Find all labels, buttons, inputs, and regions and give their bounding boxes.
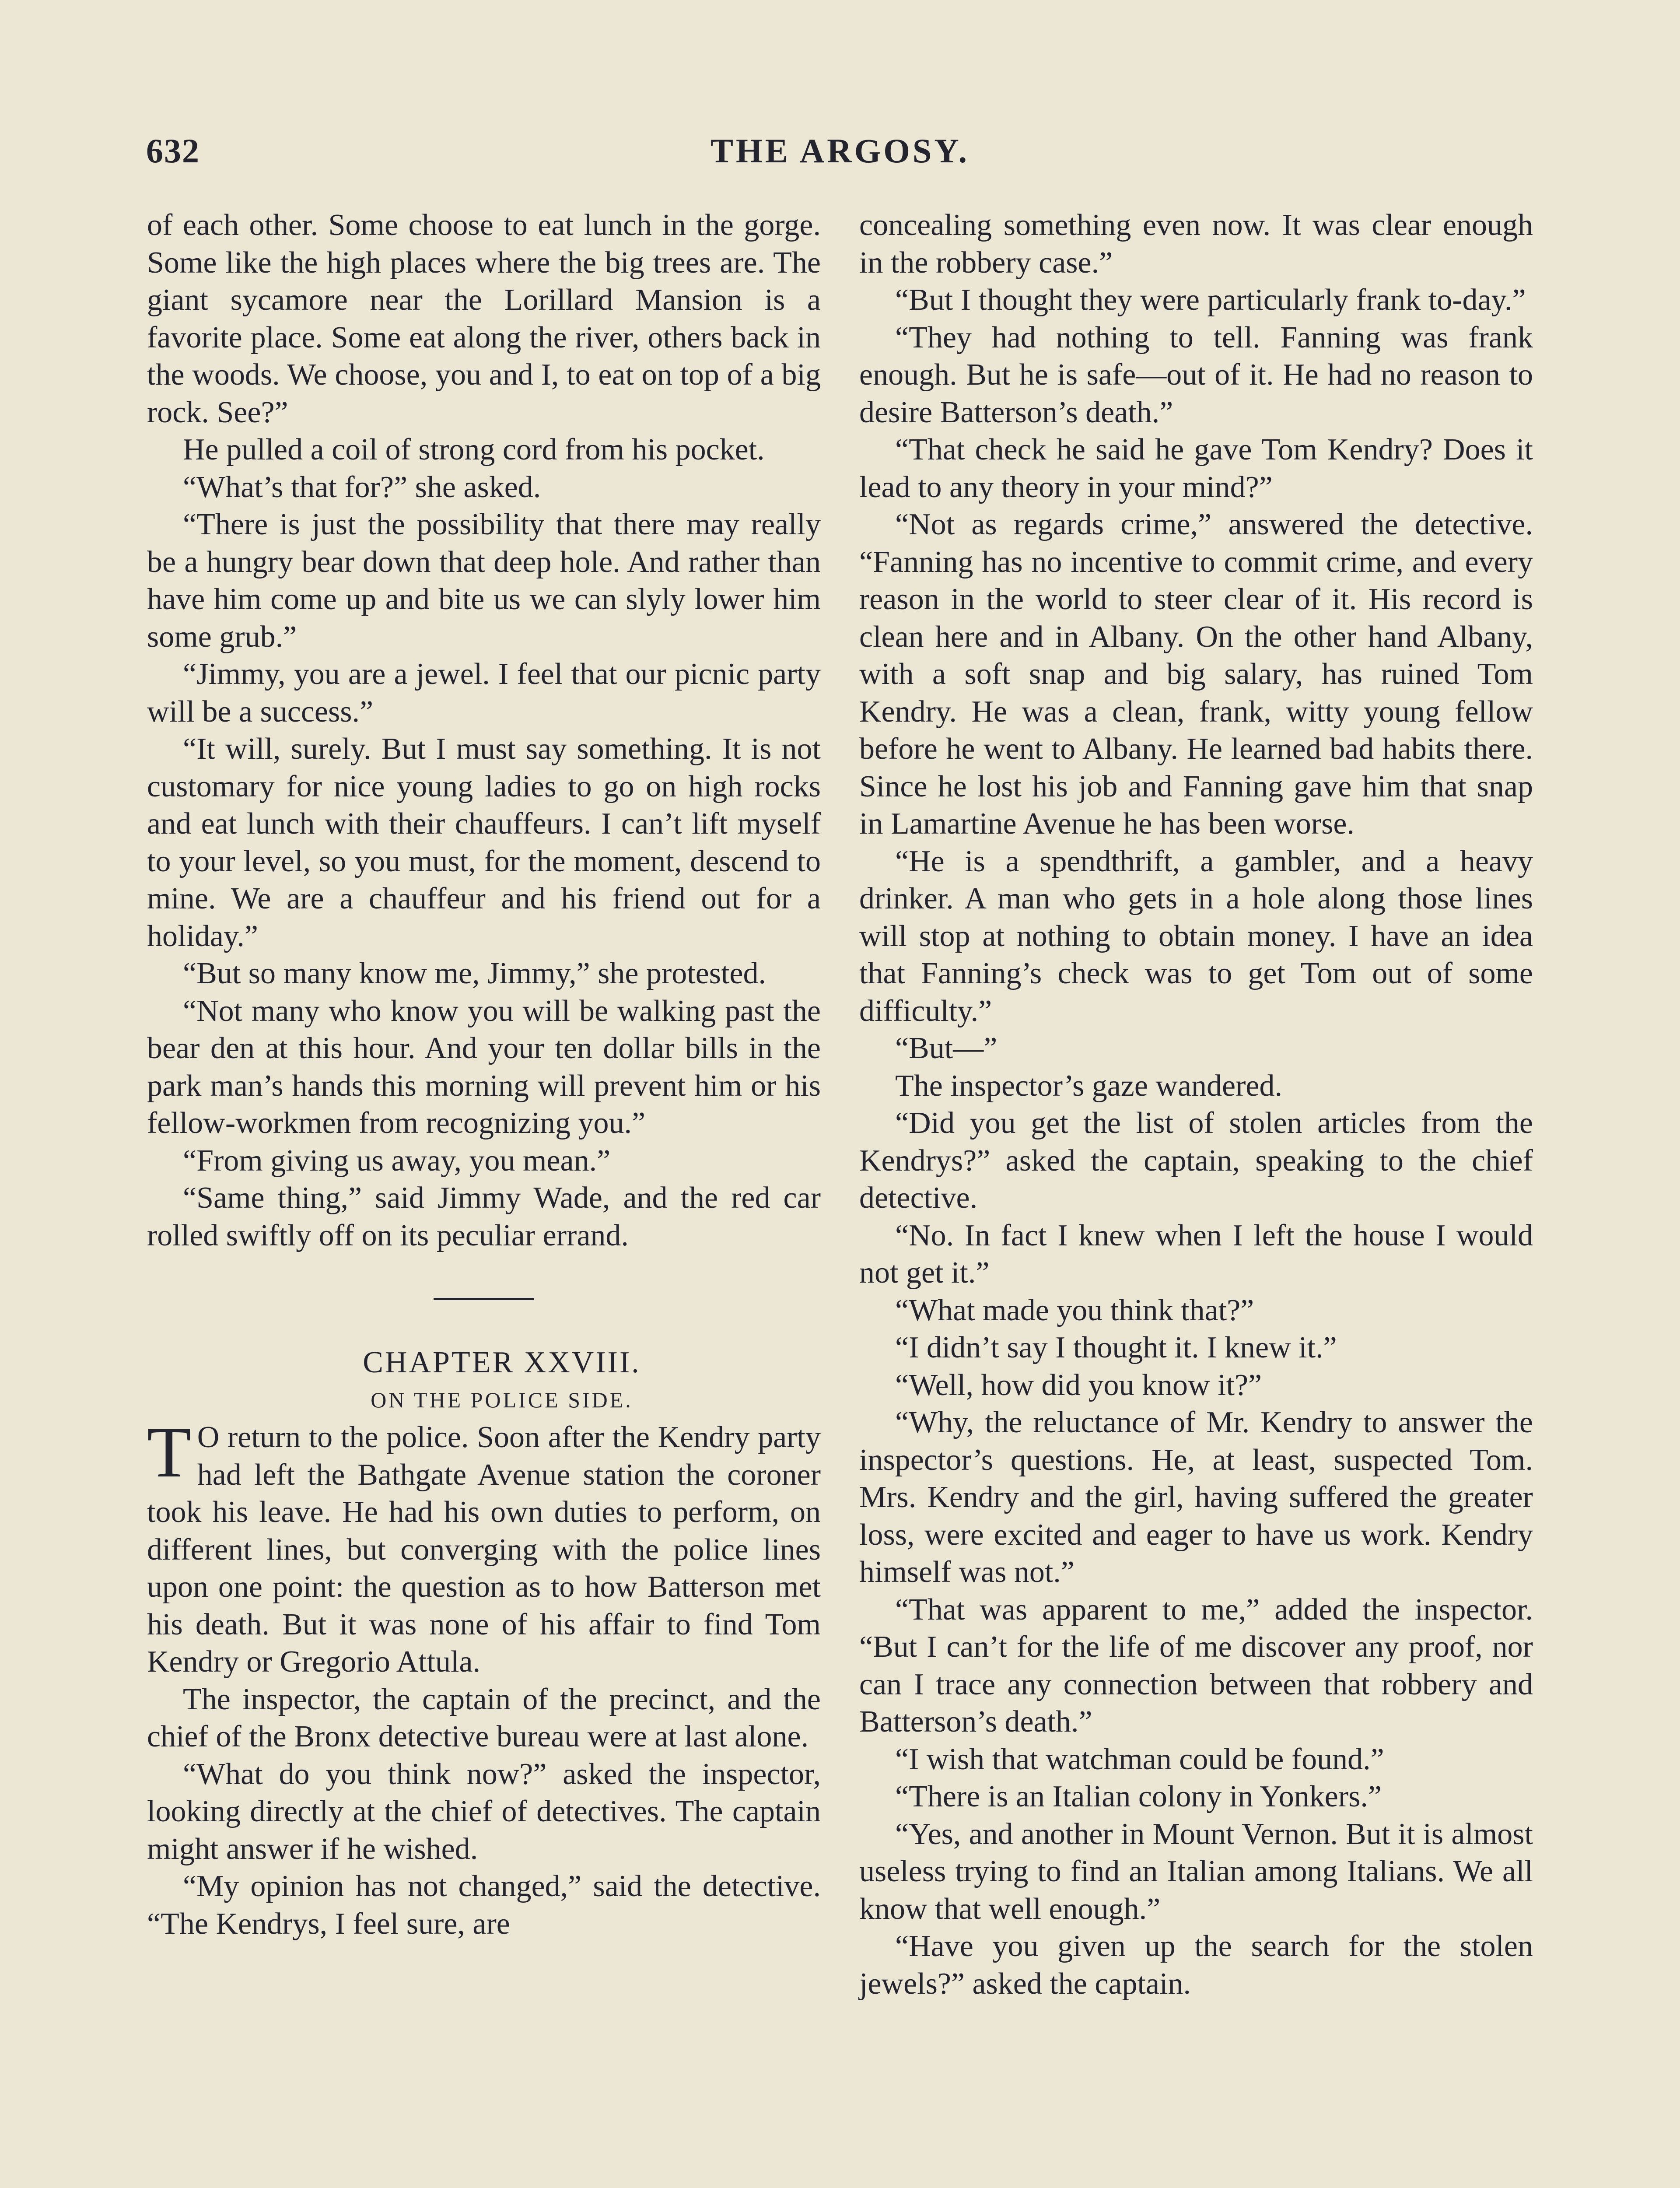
paragraph: “From giving us away, you mean.” bbox=[183, 1143, 611, 1178]
chapter-opening-paragraph bbox=[147, 1412, 821, 1681]
paragraph: “They had nothing to tell. Fanning was frank enough. But he is safe—out of it. He had no reason to desire Batterson’s death.” bbox=[859, 320, 1533, 429]
paragraph: “That was apparent to me,” added the inspector. “But I can’t for the life of me discover any proof, nor can I trace any connection between that robbery and Batterson’s death.” bbox=[859, 1592, 1533, 1739]
chapter-title: CHAPTER XXVIII. bbox=[363, 1346, 641, 1379]
paragraph: “That check he said he gave Tom Kendry? Does it lead to any theory in your mind?” bbox=[859, 433, 1533, 504]
paragraph: “There is just the possibility that there may really be a hungry bear down that deep hole. And rather than have him come up and bite us we can slyly lower him some grub.” bbox=[147, 508, 821, 654]
left-column bbox=[147, 207, 821, 1943]
paragraph: “I didn’t say I thought it. I knew it.” bbox=[895, 1331, 1337, 1364]
paragraph: “Well, how did you know it?” bbox=[895, 1368, 1262, 1402]
paragraph: “There is an Italian colony in Yonkers.” bbox=[895, 1780, 1382, 1813]
paragraph: of each other. Some choose to eat lunch in the gorge. Some like the high places where the big trees are. The giant sycamore near the Lorillard Mansion is a favorite place. Some eat along the river, others back in the woods. We choose, you and I, to eat on top of a big rock. See?” bbox=[147, 208, 821, 429]
paragraph: “Not many who know you will be walking past the bear den at this hour. And your ten dollar bills in the park man’s hands this morning will prevent him or his fellow-workmen from recognizing you.” bbox=[147, 994, 821, 1140]
paragraph: “Have you given up the search for the stolen jewels?” asked the captain. bbox=[859, 1929, 1533, 2001]
paragraph: “No. In fact I knew when I left the house I would not get it.” bbox=[859, 1218, 1533, 1290]
paragraph: “Yes, and another in Mount Vernon. But it is almost useless trying to find an Italian among Italians. We all know that well enough.” bbox=[859, 1817, 1533, 1926]
paragraph: “What made you think that?” bbox=[895, 1293, 1254, 1327]
paragraph: “He is a spendthrift, a gambler, and a heavy drinker. A man who gets in a hole along those lines will stop at nothing to obtain money. I have an idea that Fanning’s check was to get Tom out of some difficulty.” bbox=[859, 844, 1533, 1028]
paragraph: “What do you think now?” asked the inspector, looking directly at the chief of detectives. The captain might answer if he wished. bbox=[147, 1757, 821, 1866]
paragraph: “Not as regards crime,” answered the detective. “Fanning has no incentive to commit crime, and every reason in the world to steer clear of it. His record is clean here and in Albany. On the other hand Albany, with a soft snap and big salary, has ruined Tom Kendry. He was a clean, frank, witty young fellow before he went to Albany. He learned bad habits there. Since he lost his job and Fanning gave him that snap in Lamartine Avenue he has been worse. bbox=[859, 508, 1533, 841]
paragraph: “Same thing,” said Jimmy Wade, and the red car rolled swiftly off on its peculiar errand. bbox=[147, 1181, 821, 1252]
paragraph: “It will, surely. But I must say something. It is not customary for nice young ladies to go on high rocks and eat lunch with their chauffeurs. I can’t lift myself to your level, so you must, for the moment, descend to mine. We are a chauffeur and his friend out for a holiday.” bbox=[147, 732, 821, 953]
paragraph: “I wish that watchman could be found.” bbox=[895, 1742, 1384, 1776]
section-divider bbox=[434, 1298, 534, 1300]
drop-cap: T bbox=[147, 1412, 191, 1492]
running-head: THE ARGOSY. bbox=[710, 132, 970, 170]
paragraph: “But—” bbox=[895, 1031, 998, 1065]
paragraph: “But so many know me, Jimmy,” she protested. bbox=[183, 957, 766, 990]
paragraph: “Jimmy, you are a jewel. I feel that our picnic party will be a success.” bbox=[147, 657, 821, 729]
page-number: 632 bbox=[146, 132, 200, 170]
right-column bbox=[859, 207, 1533, 2002]
paragraph: The inspector’s gaze wandered. bbox=[895, 1069, 1282, 1103]
paragraph: “What’s that for?” she asked. bbox=[183, 470, 541, 504]
paragraph: “Did you get the list of stolen articles from the Kendrys?” asked the captain, speaking to the chief detective. bbox=[859, 1106, 1533, 1215]
paragraph: He pulled a coil of strong cord from his pocket. bbox=[183, 433, 765, 466]
paragraph: “My opinion has not changed,” said the detective. “The Kendrys, I feel sure, are bbox=[147, 1869, 821, 1941]
page-header bbox=[0, 131, 1680, 175]
paragraph: The inspector, the captain of the precinct, and the chief of the Bronx detective bureau were at last alone. bbox=[147, 1682, 821, 1753]
paragraph: “Why, the reluctance of Mr. Kendry to answer the inspector’s questions. He, at least, suspected Tom. Mrs. Kendry and the girl, having suffered the greater loss, were excited and eager to have us work. Kendry himself was not.” bbox=[859, 1406, 1533, 1589]
paragraph: “But I thought they were particularly frank to-day.” bbox=[895, 283, 1526, 317]
paragraph: concealing something even now. It was clear enough in the robbery case.” bbox=[859, 208, 1533, 280]
chapter-subtitle: ON THE POLICE SIDE. bbox=[371, 1387, 633, 1412]
opening-text: O return to the police. Soon after the Kendry party had left the Bathgate Avenue station the coroner took his leave. He had his own duties to perform, on different lines, but converging with the police lines upon one point: the question as to how Batterson met his death. But it was none of his affair to find Tom Kendry or Gregorio Attula. bbox=[147, 1420, 821, 1679]
